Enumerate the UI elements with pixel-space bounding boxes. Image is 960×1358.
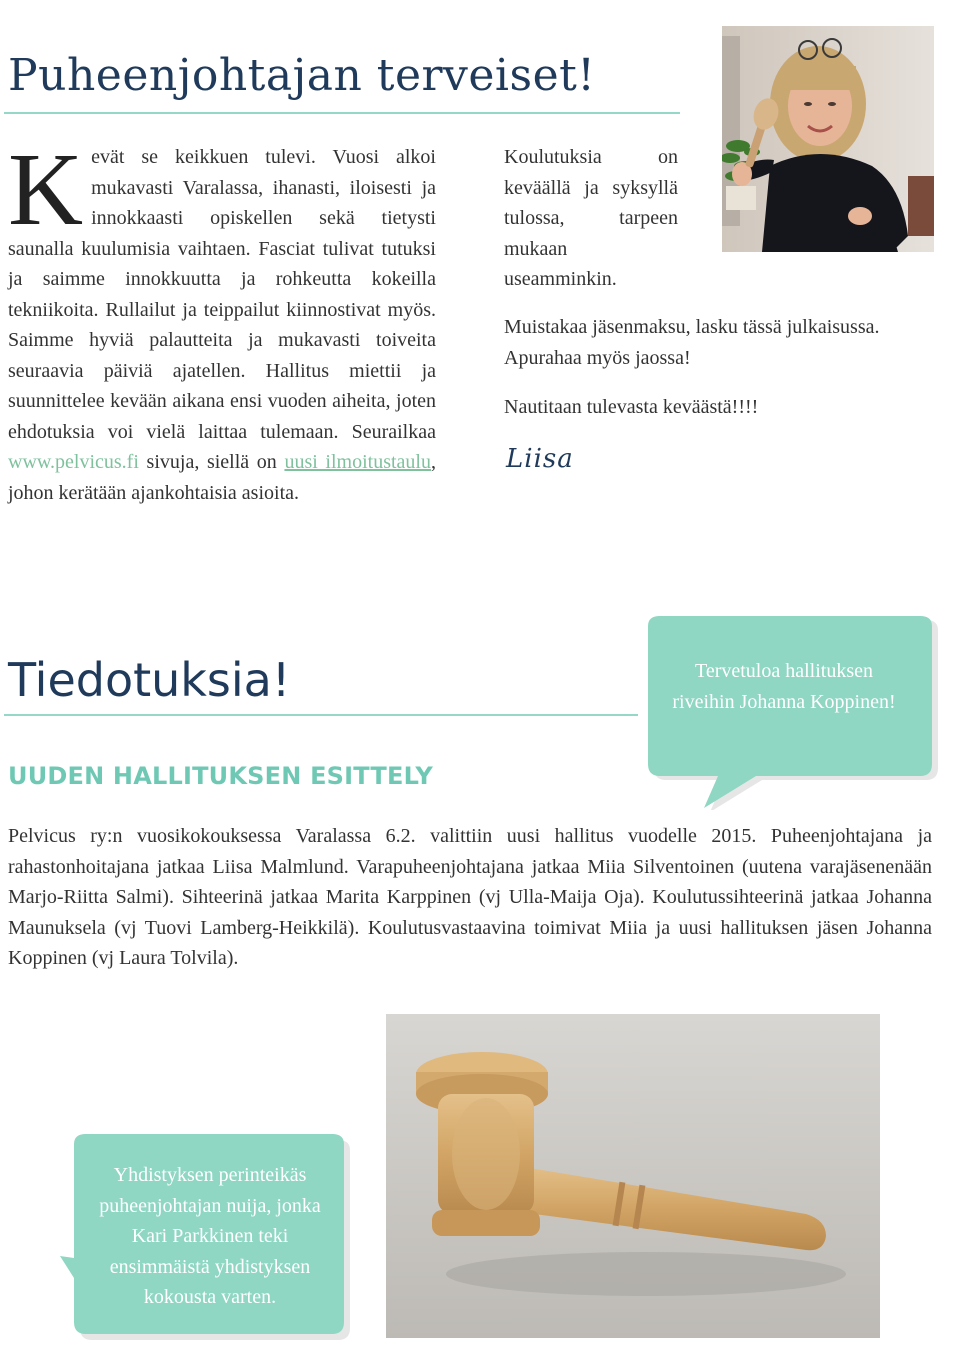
signature: Liisa xyxy=(506,444,574,474)
membership-fee-paragraph: Muistakaa jäsenmaksu, lasku tässä julkaisussa. Apurahaa myös jaossa! xyxy=(504,316,880,369)
pelvicus-link[interactable]: www.pelvicus.fi xyxy=(8,451,139,473)
new-board-heading: UUDEN HALLITUKSEN ESITTELY xyxy=(8,762,433,790)
chairperson-photo xyxy=(722,26,934,252)
announcements-divider xyxy=(4,714,638,716)
page-title: Puheenjohtajan terveiset! xyxy=(8,50,596,101)
gavel-bubble-text: Yhdistyksen perinteikäs puheenjohtajan nuija, jonka Kari Parkkinen teki ensimmäistä yhdistyksen kokousta varten. xyxy=(99,1164,321,1308)
greeting-column-1 xyxy=(8,132,436,508)
notice-board-link[interactable]: uusi ilmoitustaulu xyxy=(284,451,431,473)
title-divider xyxy=(4,112,680,114)
welcome-speech-bubble xyxy=(620,610,960,810)
greeting-text-b: sivuja, siellä on xyxy=(138,451,285,473)
greeting-text-a: evät se keikkuen tulevi. Vuosi alkoi mukavasti Varalassa, ihanasti, iloisesti ja innokkaasti opiskellen sekä tietysti saunalla kuulumisia vaihtaen. Fasciat tulivat tutuksi ja saimme innokkuutta ja rohkeutta kokeilla tekniikoita. Rullailut ja teippailut kiinnostivat myös. Saimme hyviä palautteita ja mukavasti toiveita seuraavia päiviä ajatellen. Hallitus miettii ja suunnittelee kevään aikana ensi vuoden aiheita, joten ehdotuksia voi vielä laittaa tulemaan. Seurailkaa xyxy=(8,146,436,443)
gavel-speech-bubble xyxy=(50,1128,370,1358)
welcome-bubble-text: Tervetuloa hallituksen riveihin Johanna Koppinen! xyxy=(672,660,896,713)
drop-cap: K xyxy=(8,132,84,247)
greeting-column-2: Koulutuksia on keväällä ja syksyllä tulossa, tarpeen mukaan useamminkin. xyxy=(504,146,678,290)
announcements-title: Tiedotuksia! xyxy=(8,653,291,707)
greeting-text-c: , johon kerätään ajankohtaisia asioita. xyxy=(8,451,436,504)
gavel-photo xyxy=(386,1014,880,1338)
new-board-paragraph: Pelvicus ry:n vuosikokouksessa Varalassa 6.2. valittiin uusi hallitus vuodelle 2015. Puheenjohtajana ja rahastonhoitajana jatkaa Liisa Malmlund. Varapuheenjohtajana jatkaa Miia Silventoinen (uutena varajäsenenään Marjo-Riitta Salmi). Sihteerinä jatkaa Marita Karppinen (vj Ulla-Maija Oja). Koulutussihteerinä jatkaa Johanna Maunuksela (vj Tuovi Lamberg-Heikkilä). Koulutusvastaavina toimivat Miia ja uusi hallituksen jäsen Johanna Koppinen (vj Laura Tolvila). xyxy=(8,825,932,969)
enjoy-spring-paragraph: Nautitaan tulevasta keväästä!!!! xyxy=(504,396,759,418)
